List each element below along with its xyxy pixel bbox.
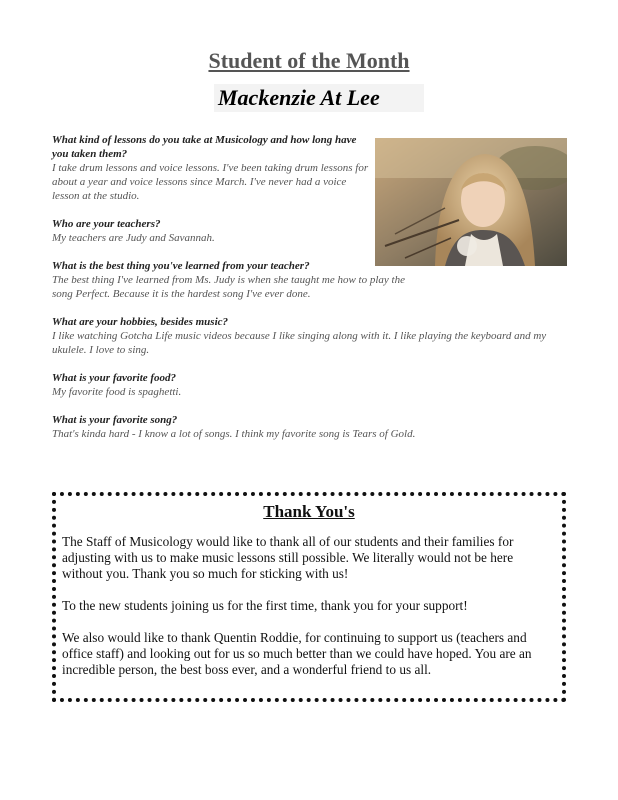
student-photo — [375, 138, 567, 266]
thank-you-paragraph: To the new students joining us for the first time, thank you for your support! — [62, 598, 468, 613]
answer-text: I take drum lessons and voice lessons. I've been taking drum lessons for about a year and voice lessons since March. I've never had a voice lesson at the studio. — [52, 162, 369, 202]
thank-you-title: Thank You's — [263, 502, 355, 521]
question-text: What is your favorite song? — [52, 414, 178, 426]
answer-text: The best thing I've learned from Ms. Judy is when she taught me how to play the song Perfect. Because it is the hardest song I've ever done. — [52, 274, 405, 300]
question-text: What is the best thing you've learned from your teacher? — [52, 260, 310, 272]
answer-text: My favorite food is spaghetti. — [52, 386, 182, 398]
student-name: Mackenzie At Lee — [214, 84, 424, 112]
question-text: Who are your teachers? — [52, 218, 161, 230]
answer-text: My teachers are Judy and Savannah. — [52, 232, 215, 244]
question-text: What kind of lessons do you take at Musicology and how long have you taken them? — [52, 134, 357, 160]
thank-you-paragraph: We also would like to thank Quentin Roddie, for continuing to support us (teachers and office staff) and looking out for us so much better than we could have hoped. You are an incredible person, the best boss ever, and a wonderful friend to us all. — [62, 630, 532, 677]
student-photo-icon — [375, 138, 567, 266]
question-text: What are your hobbies, besides music? — [52, 316, 229, 328]
answer-text: That's kinda hard - I know a lot of songs. I think my favorite song is Tears of Gold. — [52, 428, 416, 440]
qa-item — [52, 371, 572, 399]
qa-item — [52, 413, 572, 441]
question-text: What is your favorite food? — [52, 372, 177, 384]
thank-you-paragraph: The Staff of Musicology would like to thank all of our students and their families for adjusting with us to make music lessons still possible. We literally would not be here without you. Thank you so much for sticking with us! — [62, 534, 514, 581]
thank-you-box — [52, 492, 566, 702]
answer-text: I like watching Gotcha Life music videos because I like singing along with it. I like playing the keyboard and my ukulele. I love to sing. — [52, 330, 547, 356]
qa-item — [52, 315, 572, 357]
page-title: Student of the Month — [208, 48, 410, 73]
